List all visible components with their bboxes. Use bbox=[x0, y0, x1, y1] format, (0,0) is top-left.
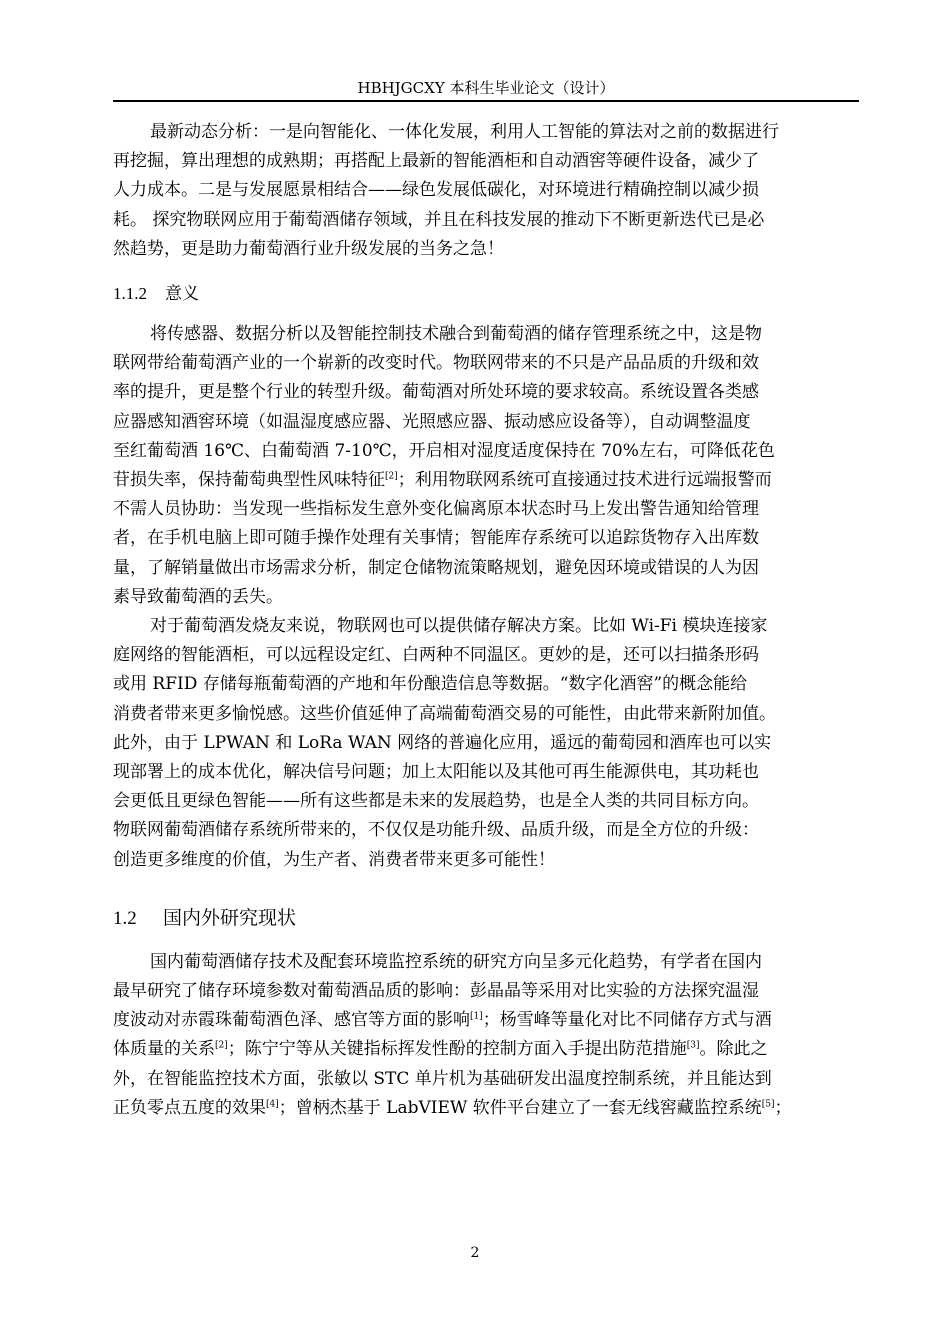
text-line: 至红葡萄酒 16℃、白葡萄酒 7-10℃，开启相对湿度适度保持在 70%左右，可降低花色 bbox=[113, 440, 775, 461]
text-run: 体质量的关系 bbox=[113, 1039, 215, 1060]
section-number: 1.2 bbox=[113, 907, 137, 929]
text-line: 最新动态分析：一是向智能化、一体化发展，利用人工智能的算法对之前的数据进行 bbox=[150, 122, 779, 142]
text-line: 者，在手机电脑上即可随手操作处理有关事情；智能库存系统可以追踪货物存入出库数 bbox=[113, 528, 759, 549]
section-title: 国内外研究现状 bbox=[163, 906, 297, 929]
text-line: 联网带给葡萄酒产业的一个崭新的改变时代。物联网带来的不只是产品品质的升级和效 bbox=[113, 353, 759, 374]
text-line: 再挖掘，算出理想的成熟期；再搭配上最新的智能酒柜和自动酒窖等硬件设备，减少了 bbox=[113, 151, 759, 172]
text-line bbox=[113, 1094, 859, 1123]
text-line: 然趋势，更是助力葡萄酒行业升级发展的当务之急！ bbox=[113, 238, 504, 259]
text-run: ；陈宁宁等从关键指标挥发性酚的控制方面入手提出防范措施 bbox=[227, 1039, 687, 1060]
text-line: 庭网络的智能酒柜，可以远程设定红、白两种不同温区。更妙的是，还可以扫描条形码 bbox=[113, 645, 759, 666]
text-line: 素导致葡萄酒的丢失。 bbox=[113, 586, 283, 607]
text-line: 消费者带来更多愉悦感。这些价值延伸了高端葡萄酒交易的可能性，由此带来新附加值。 bbox=[113, 703, 776, 724]
citation-ref: [2] bbox=[385, 471, 398, 482]
text-run: ； bbox=[774, 1097, 792, 1118]
citation-ref: [4] bbox=[266, 1099, 279, 1110]
text-line bbox=[113, 1035, 859, 1064]
paragraph-trend-analysis bbox=[113, 118, 859, 264]
header-rule bbox=[113, 100, 859, 102]
section-heading-1-1-2 bbox=[113, 282, 859, 306]
citation-ref: [3] bbox=[686, 1040, 700, 1051]
paragraph-significance bbox=[113, 320, 859, 612]
text-line: 现部署上的成本优化，解决信号问题；加上太阳能以及其他可再生能源供电，其功耗也 bbox=[113, 762, 759, 783]
text-line: 率的提升，更是整个行业的转型升级。葡萄酒对所处环境的要求较高。系统设置各类感 bbox=[113, 382, 759, 403]
section-heading-1-2 bbox=[113, 905, 859, 932]
text-line: 应器感知酒窖环境（如温湿度感应器、光照感应器、振动感应设备等），自动调整温度 bbox=[113, 411, 751, 432]
section-title: 意义 bbox=[165, 284, 199, 305]
text-run: ；杨雪峰等量化对比不同储存方式与酒 bbox=[482, 1010, 772, 1031]
text-line bbox=[113, 466, 859, 495]
text-line: 或用 RFID 存储每瓶葡萄酒的产地和年份酿造信息等数据。“数字化酒窖”的概念能给 bbox=[113, 674, 748, 695]
page-number: 2 bbox=[470, 1245, 480, 1261]
text-run: 度波动对赤霞珠葡萄酒色泽、感官等方面的影响 bbox=[113, 1010, 470, 1031]
text-line: 此外，由于 LPWAN 和 LoRa WAN 网络的普遍化应用，遥远的葡萄园和酒库也可以实 bbox=[113, 732, 772, 753]
text-run: ；利用物联网系统可直接通过技术进行远端报警而 bbox=[397, 470, 772, 491]
citation-ref: [2] bbox=[215, 1040, 228, 1051]
text-line: 会更低且更绿色智能——所有这些都是未来的发展趋势，也是全人类的共同目标方向。 bbox=[113, 791, 759, 812]
citation-ref: [5] bbox=[761, 1099, 775, 1110]
text-line: 耗。 探究物联网应用于葡萄酒储存领域，并且在科技发展的推动下不断更新迭代已是必 bbox=[113, 209, 765, 230]
page-header: HBHJGCXY 本科生毕业论文（设计） bbox=[357, 79, 615, 97]
text-line: 国内葡萄酒储存技术及配套环境监控系统的研究方向呈多元化趋势，有学者在国内 bbox=[150, 951, 762, 972]
text-run: ；曾柄杰基于 LabVIEW 软件平台建立了一套无线窖藏监控系统 bbox=[278, 1097, 762, 1118]
text-line: 外，在智能监控技术方面，张敏以 STC 单片机为基础研发出温度控制系统，并且能达到 bbox=[113, 1068, 772, 1089]
text-line: 量，了解销量做出市场需求分析，制定仓储物流策略规划，避免因环境或错误的人为因 bbox=[113, 557, 759, 578]
text-line: 对于葡萄酒发烧友来说，物联网也可以提供储存解决方案。比如 Wi-Fi 模块连接家 bbox=[150, 616, 768, 637]
text-line: 将传感器、数据分析以及智能控制技术融合到葡萄酒的储存管理系统之中，这是物 bbox=[150, 324, 762, 345]
text-line: 物联网葡萄酒储存系统所带来的，不仅仅是功能升级、品质升级，而是全方位的升级： bbox=[113, 820, 759, 841]
text-line: 创造更多维度的价值，为生产者、消费者带来更多可能性！ bbox=[113, 849, 555, 870]
text-run: 。除此之 bbox=[699, 1039, 768, 1060]
page-content bbox=[113, 118, 859, 1123]
paragraph-enthusiasts bbox=[113, 612, 859, 875]
text-line bbox=[113, 1006, 859, 1035]
paragraph-research-status bbox=[113, 948, 859, 1123]
citation-ref: [1] bbox=[470, 1011, 483, 1022]
text-line: 不需人员协助：当发现一些指标发生意外变化偏离原本状态时马上发出警告通知给管理 bbox=[113, 499, 759, 520]
text-line: 人力成本。二是与发展愿景相结合——绿色发展低碳化，对环境进行精确控制以减少损 bbox=[113, 180, 759, 201]
section-number: 1.1.2 bbox=[113, 284, 147, 304]
text-run: 正负零点五度的效果 bbox=[113, 1097, 266, 1118]
text-run: 苷损失率，保持葡萄典型性风味特征 bbox=[113, 470, 385, 491]
text-line: 最早研究了储存环境参数对葡萄酒品质的影响：彭晶晶等采用对比实验的方法探究温湿 bbox=[113, 981, 759, 1002]
